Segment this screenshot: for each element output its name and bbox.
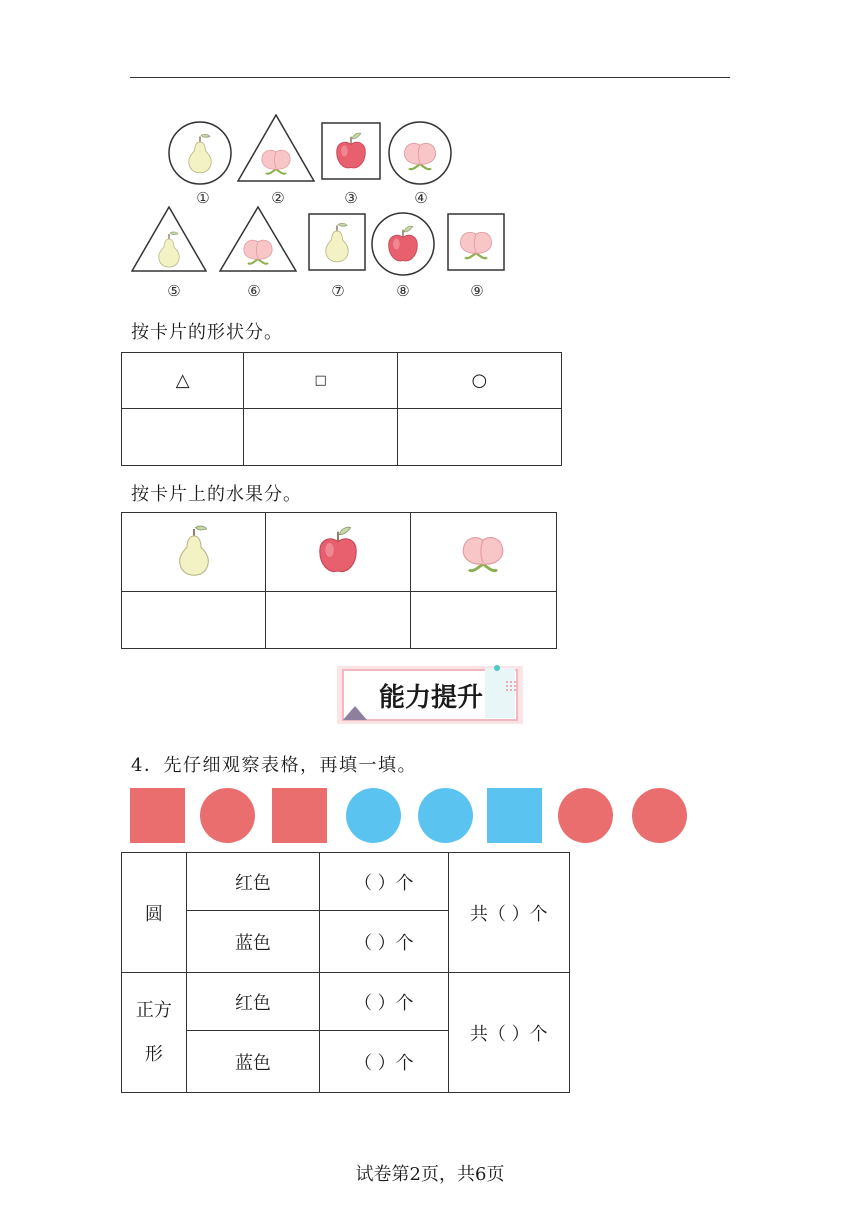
pear-icon — [178, 131, 222, 175]
circle-shape — [418, 788, 473, 843]
card-8 — [371, 212, 435, 276]
circle-shape — [200, 788, 255, 843]
square-shape — [130, 788, 185, 843]
peach-icon — [238, 229, 278, 269]
square-blue-count[interactable]: （ ）个 — [320, 1031, 448, 1093]
card-number-4: ④ — [414, 189, 428, 207]
ability-banner — [335, 662, 525, 728]
card-number-5: ⑤ — [167, 282, 181, 300]
apple-icon — [329, 129, 373, 173]
peach-icon — [455, 562, 511, 583]
card-number-2: ② — [271, 189, 285, 207]
pear-header — [122, 513, 266, 592]
apple-icon — [310, 562, 366, 583]
pear-icon — [166, 562, 222, 583]
square-header: □ — [244, 353, 397, 409]
fruit-sort-instruction: 按卡片上的水果分。 — [131, 484, 302, 505]
card-5 — [131, 206, 207, 272]
circle-group-label: 圆 — [122, 853, 187, 973]
shape-sort-table — [121, 352, 562, 466]
square-total[interactable]: 共（ ）个 — [448, 973, 569, 1093]
circle-shape — [558, 788, 613, 843]
circle-blue-count[interactable]: （ ）个 — [320, 911, 448, 973]
card-number-9: ⑨ — [470, 282, 484, 300]
square-group-label — [122, 973, 187, 1093]
peach-icon — [256, 139, 296, 179]
square-shape — [272, 788, 327, 843]
square-answer-cell[interactable] — [244, 409, 397, 466]
peach-answer-cell[interactable] — [410, 592, 556, 649]
banner-title: 能力提升 — [378, 683, 484, 713]
square-blue-label: 蓝色 — [186, 1031, 319, 1093]
card-2 — [237, 114, 315, 182]
peach-icon — [454, 220, 498, 264]
peach-header — [410, 513, 556, 592]
card-number-6: ⑥ — [247, 282, 261, 300]
pear-answer-cell[interactable] — [122, 592, 266, 649]
square-shape — [487, 788, 542, 843]
square-red-count[interactable]: （ ）个 — [320, 973, 448, 1031]
card-number-7: ⑦ — [331, 282, 345, 300]
circle-answer-cell[interactable] — [397, 409, 561, 466]
circle-total[interactable]: 共（ ）个 — [448, 853, 569, 973]
apple-answer-cell[interactable] — [266, 592, 410, 649]
shape-sort-instruction: 按卡片的形状分。 — [131, 322, 283, 343]
card-number-8: ⑧ — [396, 282, 410, 300]
circle-header: ○ — [397, 353, 561, 409]
card-number-1: ① — [196, 189, 210, 207]
triangle-answer-cell[interactable] — [122, 409, 244, 466]
card-7 — [308, 213, 366, 271]
apple-header — [266, 513, 410, 592]
header-rule — [130, 77, 730, 78]
pear-icon — [149, 229, 189, 269]
circle-shape — [346, 788, 401, 843]
circle-red-label: 红色 — [186, 853, 319, 911]
card-9 — [447, 213, 505, 271]
square-group-label-line1: 正方 — [135, 999, 172, 1021]
card-6 — [219, 206, 297, 272]
circle-shape — [632, 788, 687, 843]
card-3 — [321, 122, 381, 180]
square-group-label-line2: 形 — [144, 1043, 163, 1065]
card-number-3: ③ — [344, 189, 358, 207]
page-footer: 试卷第2页，共6页 — [355, 1164, 505, 1185]
fruit-sort-table — [121, 512, 557, 649]
square-red-label: 红色 — [186, 973, 319, 1031]
apple-icon — [381, 222, 425, 266]
color-count-table — [121, 852, 570, 1093]
circle-blue-label: 蓝色 — [186, 911, 319, 973]
card-4 — [388, 121, 452, 185]
question-4-prompt: 4．先仔细观察表格，再填一填。 — [131, 755, 417, 776]
triangle-header: △ — [122, 353, 244, 409]
peach-icon — [398, 131, 442, 175]
circle-red-count[interactable]: （ ）个 — [320, 853, 448, 911]
card-1 — [168, 121, 232, 185]
pear-icon — [315, 220, 359, 264]
